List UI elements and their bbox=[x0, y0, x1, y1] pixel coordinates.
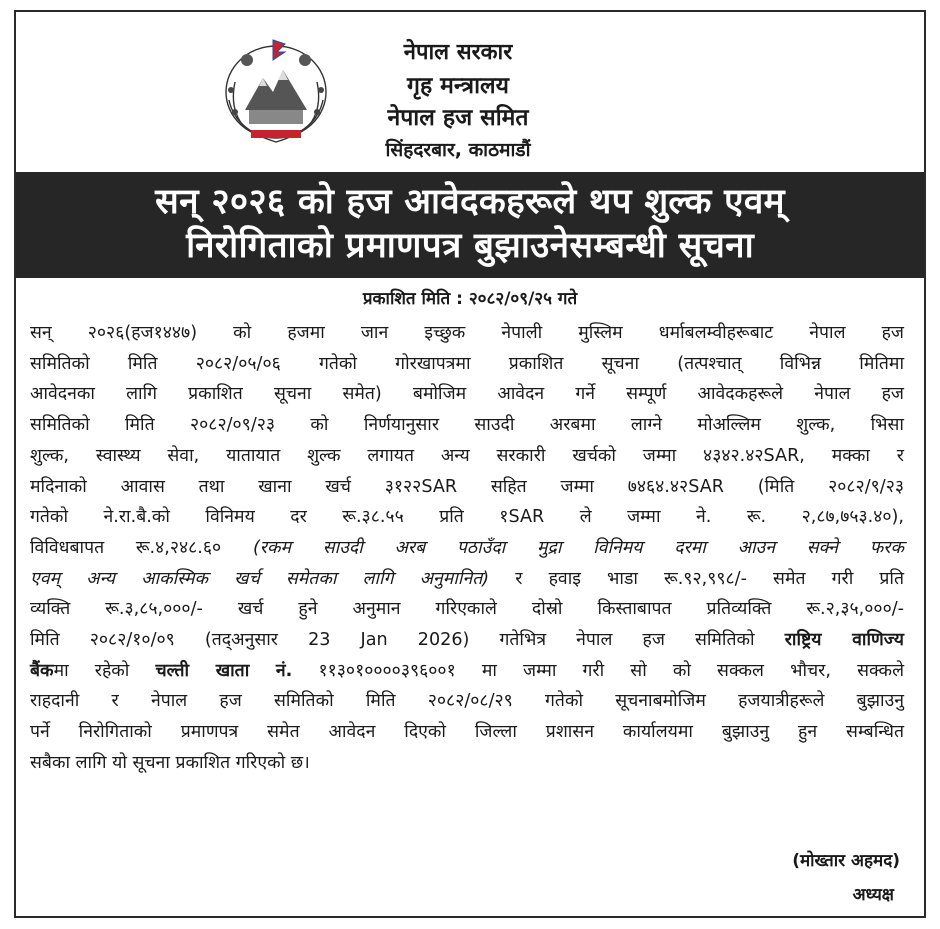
signatory-title: अध्यक्ष bbox=[852, 885, 894, 905]
body-line: पर्ने निरोगिताको प्रमाणपत्र समेत आवेदन दिएको जिल्ला प्रशासन कार्यालयमा बुझाउनु हुन सम्बन्धित bbox=[30, 722, 904, 743]
account-label-bold: चल्ती खाता नं. bbox=[155, 660, 293, 681]
header-government: नेपाल सरकार bbox=[403, 40, 513, 65]
body-text: ११३०१००००३९६००१ मा जम्मा गरी सो को सक्कल भौचर, सक्कले bbox=[292, 660, 905, 681]
body-line: मदिनाको आवास तथा खाना खर्च ३१२२SAR सहित जम्मा ७४६४.४२SAR (मिति २०८२/९/२३ bbox=[30, 476, 904, 497]
body-text: मिति २०८२/१०/०९ (तद्अनुसार 23 Jan 2026) गतेभित्र नेपाल हज समितिको bbox=[30, 630, 785, 651]
body-line: व्यक्ति रू.३,८५,०००/- खर्च हुने अनुमान गरिएकाले दोस्रो किस्ताबापत प्रतिव्यक्ति रू.२,३५,०००/- bbox=[30, 599, 904, 620]
body-line: समितिको मिति २०८२/०५/०६ गतेको गोरखापत्रमा प्रकाशित सूचना (तत्पश्चात् विभिन्न मितिमा bbox=[30, 353, 904, 374]
published-date: प्रकाशित मिति : २०८२/०९/२५ गते bbox=[362, 289, 578, 309]
header-ministry: गृह मन्त्रालय bbox=[407, 73, 509, 99]
body-line: आवेदनका लागि प्रकाशित सूचना समेत) बमोजिम आवेदन गर्ने सम्पूर्ण आवेदकहरूले नेपाल हज bbox=[30, 384, 904, 405]
bank-name-bold: बैंक bbox=[30, 660, 54, 681]
notice-title-line-1: सन् २०२६ को हज आवेदकहरूले थप शुल्क एवम् bbox=[155, 182, 785, 222]
header-address: सिंहदरबार, काठमाडौं bbox=[385, 139, 531, 161]
body-line bbox=[30, 564, 904, 595]
body-line: समितिको मिति २०८२/०९/२३ को निर्णयानुसार साउदी अरबमा लाग्ने मोअल्लिम शुल्क, भिसा bbox=[30, 415, 904, 436]
body-text: मा रहेको bbox=[53, 660, 156, 681]
body-italic-note: एवम् अन्य आकस्मिक खर्च समेतका लागि अनुमानित) bbox=[30, 568, 490, 589]
body-line: सबैका लागि यो सूचना प्रकाशित गरिएको छ। bbox=[30, 752, 310, 773]
body-line: गतेको ने.रा.बै.को विनिमय दर रू.३८.५५ प्रति १SAR ले जम्मा ने. रू. २,८७,७५३.४०), bbox=[30, 507, 904, 528]
body-italic-note: (रकम साउदी अरब पठाउँदा मुद्रा विनिमय दरमा आउन सक्ने फरक bbox=[252, 537, 904, 558]
header-committee: नेपाल हज समित bbox=[387, 105, 529, 131]
notice-body bbox=[30, 318, 904, 779]
notice-title-banner bbox=[16, 172, 924, 278]
body-line: शुल्क, स्वास्थ्य सेवा, यातायात शुल्क लगायत अन्य सरकारी खर्चको जम्मा ४३४२.४२SAR, मक्का र bbox=[30, 445, 904, 466]
bank-name-bold: राष्ट्रिय वाणिज्य bbox=[784, 630, 904, 651]
body-line bbox=[30, 656, 904, 687]
body-line: राहदानी र नेपाल हज समितिको मिति २०८२/०८/२९ गतेको सूचनाबमोजिम हजयात्रीहरूले बुझाउनु bbox=[30, 691, 904, 712]
body-line: सन् २०२६(हज१४४७) को हजमा जान इच्छुक नेपाली मुस्लिम धर्माबलम्वीहरूबाट नेपाल हज bbox=[30, 323, 904, 343]
body-line bbox=[30, 533, 904, 564]
notice-title-line-2: निरोगिताको प्रमाणपत्र बुझाउनेसम्बन्धी सूचना bbox=[186, 226, 754, 266]
body-line bbox=[30, 625, 904, 656]
signatory-name: (मोख्तार अहमद) bbox=[792, 851, 900, 871]
body-text: र हवाइ भाडा रू.९२,९९८/- समेत गरी प्रति bbox=[489, 568, 905, 589]
body-text: विविधबापत रू.४,२४८.६० bbox=[30, 537, 253, 558]
